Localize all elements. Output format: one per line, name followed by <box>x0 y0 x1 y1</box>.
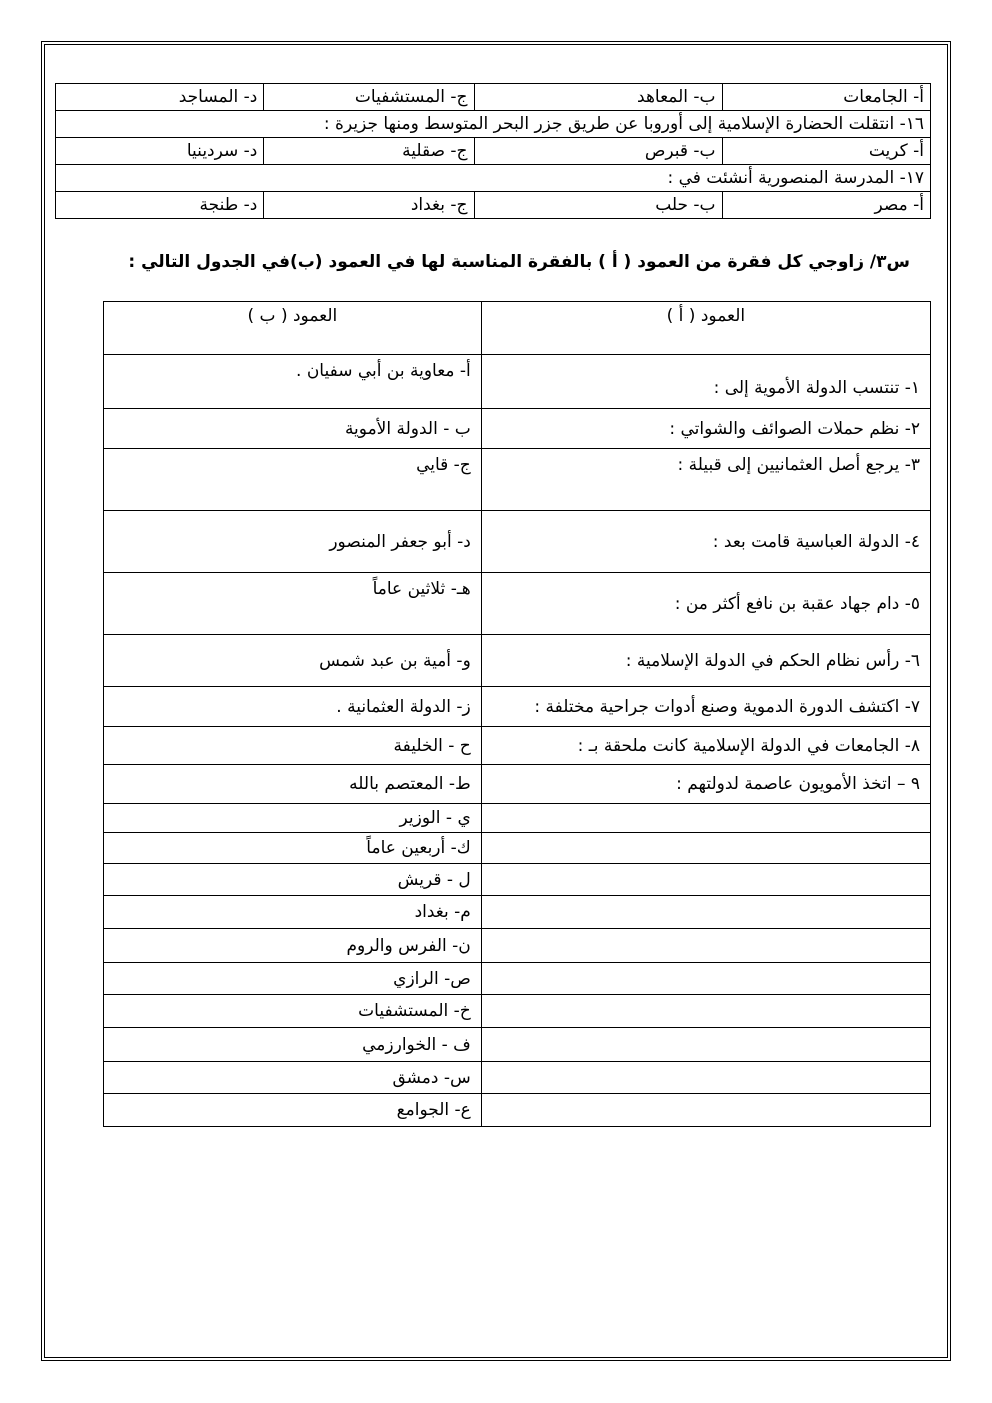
matching-row <box>104 449 931 511</box>
mcq-options-row <box>56 192 931 219</box>
option-c[interactable]: ج- بغداد <box>264 192 474 219</box>
matching-row <box>104 573 931 635</box>
column-a-item <box>481 804 930 833</box>
matching-row <box>104 929 931 963</box>
column-a-item <box>481 1062 930 1094</box>
matching-row <box>104 995 931 1028</box>
matching-row <box>104 635 931 687</box>
matching-row <box>104 1062 931 1094</box>
column-b-item[interactable]: ج- قايي <box>104 449 482 511</box>
matching-row <box>104 765 931 804</box>
column-a-item <box>481 1028 930 1062</box>
option-c[interactable]: ج- المستشفيات <box>264 84 474 111</box>
column-a-item: ٦- رأس نظام الحكم في الدولة الإسلامية : <box>481 635 930 687</box>
option-a[interactable]: أ- مصر <box>722 192 930 219</box>
mcq-question-row <box>56 165 931 192</box>
column-a-item <box>481 963 930 995</box>
option-d[interactable]: د- المساجد <box>56 84 264 111</box>
mcq-options-row <box>56 84 931 111</box>
column-b-item[interactable]: د- أبو جعفر المنصور <box>104 511 482 573</box>
column-b-header: العمود ( ب ) <box>104 302 482 355</box>
column-b-item[interactable]: أ- معاوية بن أبي سفيان . <box>104 355 482 409</box>
column-b-item[interactable]: خ- المستشفيات <box>104 995 482 1028</box>
column-a-item <box>481 1094 930 1127</box>
column-a-header: العمود ( أ ) <box>481 302 930 355</box>
column-a-item: ٢- نظم حملات الصوائف والشواتي : <box>481 409 930 449</box>
column-b-item[interactable]: ح - الخليفة <box>104 727 482 765</box>
matching-row <box>104 409 931 449</box>
column-b-item[interactable]: ز- الدولة العثمانية . <box>104 687 482 727</box>
column-a-item <box>481 833 930 864</box>
matching-row <box>104 355 931 409</box>
column-a-item <box>481 995 930 1028</box>
column-b-item[interactable]: ن- الفرس والروم <box>104 929 482 963</box>
column-b-item[interactable]: هـ- ثلاثين عاماً <box>104 573 482 635</box>
matching-row <box>104 963 931 995</box>
option-a[interactable]: أ- الجامعات <box>722 84 930 111</box>
matching-row <box>104 864 931 896</box>
column-a-item: ٨- الجامعات في الدولة الإسلامية كانت ملحقة بـ : <box>481 727 930 765</box>
column-b-item[interactable]: ب - الدولة الأموية <box>104 409 482 449</box>
column-a-item <box>481 929 930 963</box>
column-a-item <box>481 896 930 929</box>
option-a[interactable]: أ- كريت <box>722 138 930 165</box>
question-3-heading: س٣/ زاوجي كل فقرة من العمود ( أ ) بالفقرة المناسبة لها في العمود (ب)في الجدول التالي : <box>128 252 910 272</box>
column-b-item[interactable]: ص- الرازي <box>104 963 482 995</box>
option-c[interactable]: ج- صقلية <box>264 138 474 165</box>
matching-row <box>104 833 931 864</box>
column-a-item: ١- تنتسب الدولة الأموية إلى : <box>481 355 930 409</box>
column-a-item: ٥- دام جهاد عقبة بن نافع أكثر من : <box>481 573 930 635</box>
column-b-item[interactable]: ع- الجوامع <box>104 1094 482 1127</box>
matching-row <box>104 727 931 765</box>
matching-row <box>104 804 931 833</box>
column-a-item: ٤- الدولة العباسية قامت بعد : <box>481 511 930 573</box>
matching-row <box>104 1094 931 1127</box>
column-a-item: ٣- يرجع أصل العثمانيين إلى قبيلة : <box>481 449 930 511</box>
question-17: ١٧- المدرسة المنصورية أنشئت في : <box>56 165 931 192</box>
column-a-item: ٩ – اتخذ الأمويون عاصمة لدولتهم : <box>481 765 930 804</box>
mcq-question-row <box>56 111 931 138</box>
column-b-item[interactable]: ف - الخوارزمي <box>104 1028 482 1062</box>
option-b[interactable]: ب- حلب <box>474 192 722 219</box>
option-d[interactable]: د- سردينيا <box>56 138 264 165</box>
question-16: ١٦- انتقلت الحضارة الإسلامية إلى أوروبا عن طريق جزر البحر المتوسط ومنها جزيرة : <box>56 111 931 138</box>
matching-row <box>104 511 931 573</box>
column-a-item: ٧- اكتشف الدورة الدموية وصنع أدوات جراحية مختلفة : <box>481 687 930 727</box>
option-b[interactable]: ب- المعاهد <box>474 84 722 111</box>
mcq-table <box>55 83 931 219</box>
column-b-item[interactable]: و- أمية بن عبد شمس <box>104 635 482 687</box>
matching-row <box>104 896 931 929</box>
column-b-item[interactable]: م- بغداد <box>104 896 482 929</box>
column-b-item[interactable]: ي - الوزير <box>104 804 482 833</box>
column-a-item <box>481 864 930 896</box>
matching-table <box>103 301 931 1127</box>
option-b[interactable]: ب- قبرص <box>474 138 722 165</box>
option-d[interactable]: د- طنجة <box>56 192 264 219</box>
matching-row <box>104 1028 931 1062</box>
column-b-item[interactable]: س- دمشق <box>104 1062 482 1094</box>
column-b-item[interactable]: ط- المعتصم بالله <box>104 765 482 804</box>
mcq-options-row <box>56 138 931 165</box>
column-b-item[interactable]: ل - قريش <box>104 864 482 896</box>
matching-row <box>104 687 931 727</box>
matching-header-row <box>104 302 931 355</box>
column-b-item[interactable]: ك- أربعين عاماً <box>104 833 482 864</box>
